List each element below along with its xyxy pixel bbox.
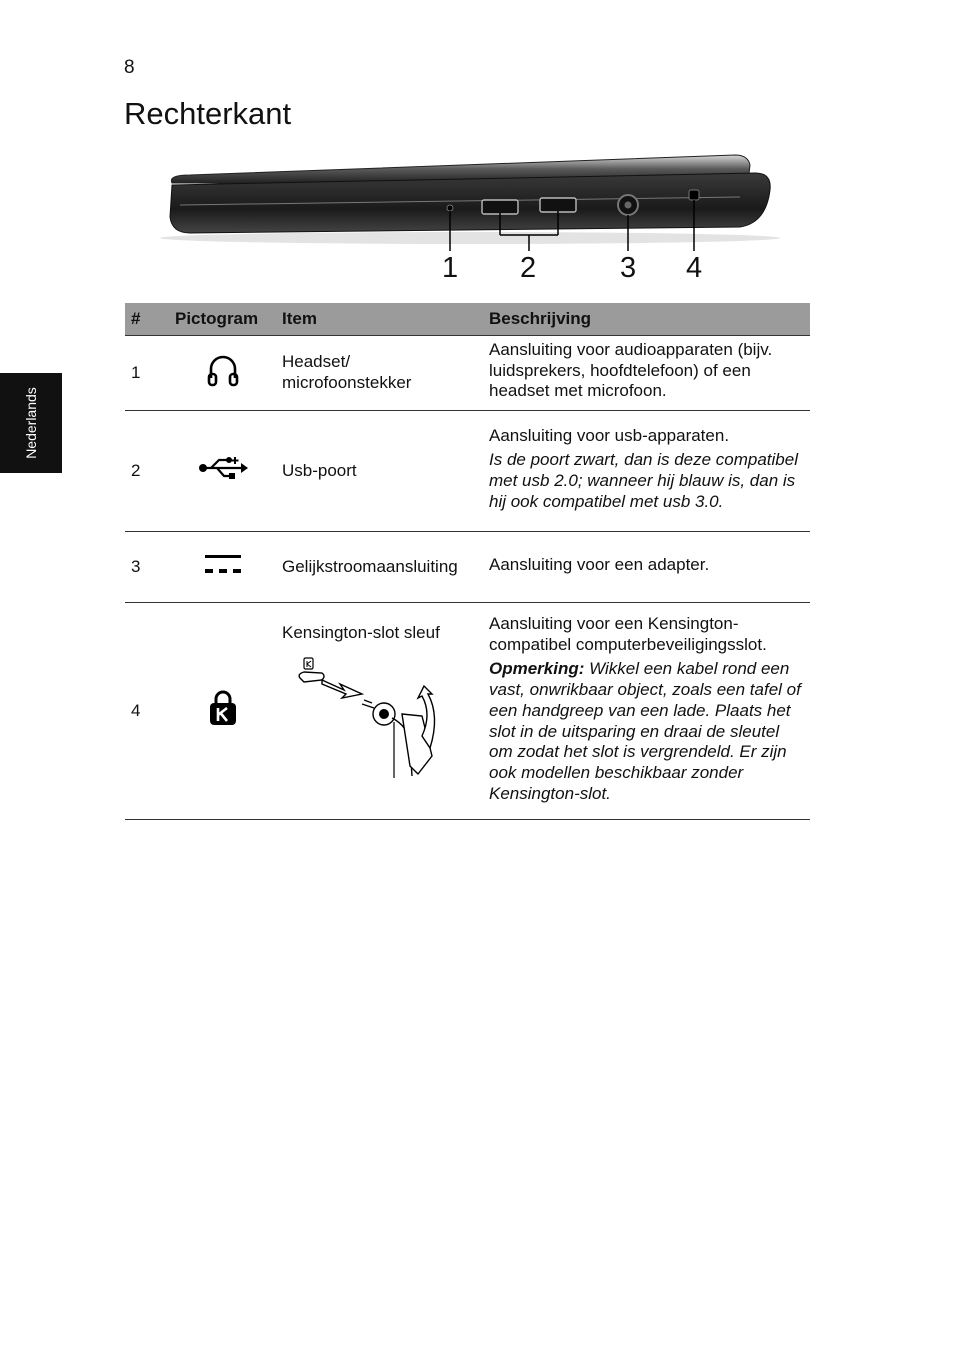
page-title: Rechterkant (124, 96, 292, 131)
kensington-lock-usage-illustration (282, 656, 442, 781)
row-number: 4 (125, 603, 169, 820)
row-description-note: Is de poort zwart, dan is deze compatibel met usb 2.0; wanneer hij blauw is, dan is hij ook compatibel met usb 3.0. (489, 450, 798, 511)
note-label: Opmerking: (489, 659, 585, 679)
callout-4: 4 (686, 252, 703, 284)
header-icon: Pictogram (169, 303, 276, 336)
table-row (125, 411, 810, 532)
table-row (125, 603, 810, 820)
usb-icon (197, 455, 249, 481)
row-number: 2 (125, 411, 169, 532)
header-item: Item (276, 303, 483, 336)
row-description: Aansluiting voor usb-apparaten. (489, 425, 730, 445)
table-header-row (125, 303, 810, 336)
header-number: # (125, 303, 169, 336)
row-description: Aansluiting voor een Kensington-compatibel computerbeveiligingsslot. (489, 613, 767, 654)
kensington-lock-icon (209, 690, 237, 726)
callout-2: 2 (520, 252, 537, 284)
row-item: Kensington-slot sleuf (282, 623, 440, 643)
ports-table (125, 303, 810, 820)
note-text: Wikkel een kabel rond een vast, onwrikbaar object, zoals een tafel of een handgreep van een lade. Plaats het slot in de uitsparing en draai de sleutel om zodat het slot is vergrendeld. Er zijn ook modellen beschikbaar zonder Kensington-slot. (489, 659, 801, 803)
table-row (125, 336, 810, 411)
page-number: 8 (124, 57, 135, 78)
language-side-tab (0, 373, 62, 473)
callout-1: 1 (442, 252, 459, 284)
row-item: Gelijkstroomaansluiting (276, 532, 483, 603)
table-row (125, 532, 810, 603)
row-number: 3 (125, 532, 169, 603)
headset-icon (206, 352, 240, 388)
row-description-note (489, 659, 804, 804)
row-item: Usb-poort (276, 411, 483, 532)
row-description: Aansluiting voor audioapparaten (bijv. luidsprekers, hoofdtelefoon) of een headset met microfoon. (489, 340, 773, 401)
row-item: Headset/ microfoonstekker (276, 336, 483, 411)
callout-3: 3 (620, 252, 637, 284)
row-number: 1 (125, 336, 169, 411)
row-description: Aansluiting voor een adapter. (489, 554, 710, 574)
header-description: Beschrijving (483, 303, 810, 336)
dc-power-icon (204, 552, 242, 576)
language-side-tab-label: Nederlands (23, 387, 39, 459)
